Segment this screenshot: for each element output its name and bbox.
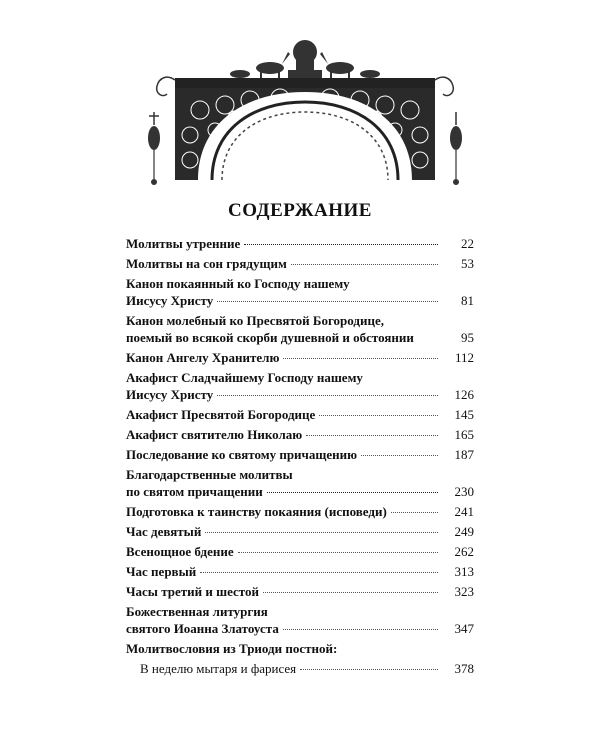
toc-entry-title: Акафист Сладчайшему Господу нашему	[126, 370, 363, 385]
toc-page-number: 145	[454, 407, 474, 422]
dot-leader	[217, 395, 438, 396]
toc-page-number: 249	[454, 524, 474, 539]
toc-entry-title: Часы третий и шестой	[126, 584, 259, 599]
toc-entry[interactable]	[126, 466, 474, 500]
decorative-arch-ornament	[140, 30, 470, 190]
dot-leader	[238, 552, 438, 553]
dot-leader	[267, 492, 438, 493]
toc-entry[interactable]	[126, 446, 474, 463]
toc-page-number: 241	[454, 504, 474, 519]
page-title: СОДЕРЖАНИЕ	[228, 200, 372, 221]
toc-entry-title: Час девятый	[126, 524, 202, 539]
toc-page-number: 262	[454, 544, 474, 559]
toc-entry[interactable]	[126, 426, 474, 443]
toc-page-number: 53	[461, 256, 474, 271]
dot-leader	[217, 301, 438, 302]
toc-entry-title: Акафист Пресвятой Богородице	[126, 407, 316, 422]
dot-leader	[319, 415, 438, 416]
toc-entry[interactable]	[126, 349, 474, 366]
toc-page-number: 95	[461, 330, 474, 345]
toc-page-number: 22	[461, 236, 474, 251]
toc-entry-title: Последование ко святому причащению	[126, 447, 358, 462]
dot-leader	[361, 455, 438, 456]
toc-entry-title: Акафист святителю Николаю	[126, 427, 303, 442]
toc-page-number: 313	[454, 564, 474, 579]
toc-page-number: 230	[454, 484, 474, 499]
dot-leader	[291, 264, 438, 265]
toc-entry-title: Час первый	[126, 564, 197, 579]
toc-entry-title: Подготовка к таинству покаяния (исповеди)	[126, 504, 387, 519]
toc-entry[interactable]	[126, 503, 474, 520]
toc-entry[interactable]	[126, 312, 474, 346]
toc-entry-title: поемый во всякой скорби душевной и обстоянии	[126, 330, 414, 345]
dot-leader	[263, 592, 438, 593]
dot-leader	[391, 512, 438, 513]
toc-page-number: 323	[454, 584, 474, 599]
toc-entry[interactable]	[126, 235, 474, 252]
toc-entry-title: Молитвы на сон грядущим	[126, 256, 287, 271]
dot-leader	[283, 629, 438, 630]
toc-entry[interactable]	[126, 369, 474, 403]
toc-entry[interactable]	[126, 255, 474, 272]
toc-entry[interactable]	[126, 660, 474, 677]
table-of-contents	[126, 235, 474, 680]
toc-entry-title: Иисусу Христу	[126, 293, 214, 308]
toc-entry[interactable]	[126, 543, 474, 560]
toc-entry-title: Канон молебный ко Пресвятой Богородице,	[126, 313, 384, 328]
dot-leader	[306, 435, 438, 436]
toc-entry-title: Всенощное бдение	[126, 544, 234, 559]
toc-entry[interactable]	[126, 563, 474, 580]
toc-entry[interactable]	[126, 603, 474, 637]
toc-page-number: 165	[454, 427, 474, 442]
dot-leader	[244, 244, 438, 245]
toc-entry[interactable]	[126, 275, 474, 309]
toc-page-number: 347	[454, 621, 474, 636]
dot-leader	[300, 669, 438, 670]
toc-page-number: 187	[454, 447, 474, 462]
toc-page-number: 126	[454, 387, 474, 402]
toc-entry-title: по святом причащении	[126, 484, 263, 499]
toc-entry[interactable]	[126, 583, 474, 600]
toc-entry-title: святого Иоанна Златоуста	[126, 621, 279, 636]
toc-entry-title: Канон покаянный ко Господу нашему	[126, 276, 350, 291]
toc-entry[interactable]	[126, 640, 474, 657]
toc-page-number: 81	[461, 293, 474, 308]
toc-entry[interactable]	[126, 406, 474, 423]
dot-leader	[205, 532, 438, 533]
toc-entry-title: В неделю мытаря и фарисея	[140, 661, 297, 676]
toc-entry-title: Благодарственные молитвы	[126, 467, 293, 482]
toc-entry-title: Иисусу Христу	[126, 387, 214, 402]
toc-entry-title: Канон Ангелу Хранителю	[126, 350, 280, 365]
toc-entry-title: Божественная литургия	[126, 604, 268, 619]
dot-leader	[283, 358, 438, 359]
toc-entry[interactable]	[126, 523, 474, 540]
toc-page-number: 112	[454, 350, 474, 365]
dot-leader	[200, 572, 438, 573]
toc-entry-title: Молитвословия из Триоди постной:	[126, 641, 338, 656]
toc-entry-title: Молитвы утренние	[126, 236, 241, 251]
toc-page-number: 378	[454, 661, 474, 676]
